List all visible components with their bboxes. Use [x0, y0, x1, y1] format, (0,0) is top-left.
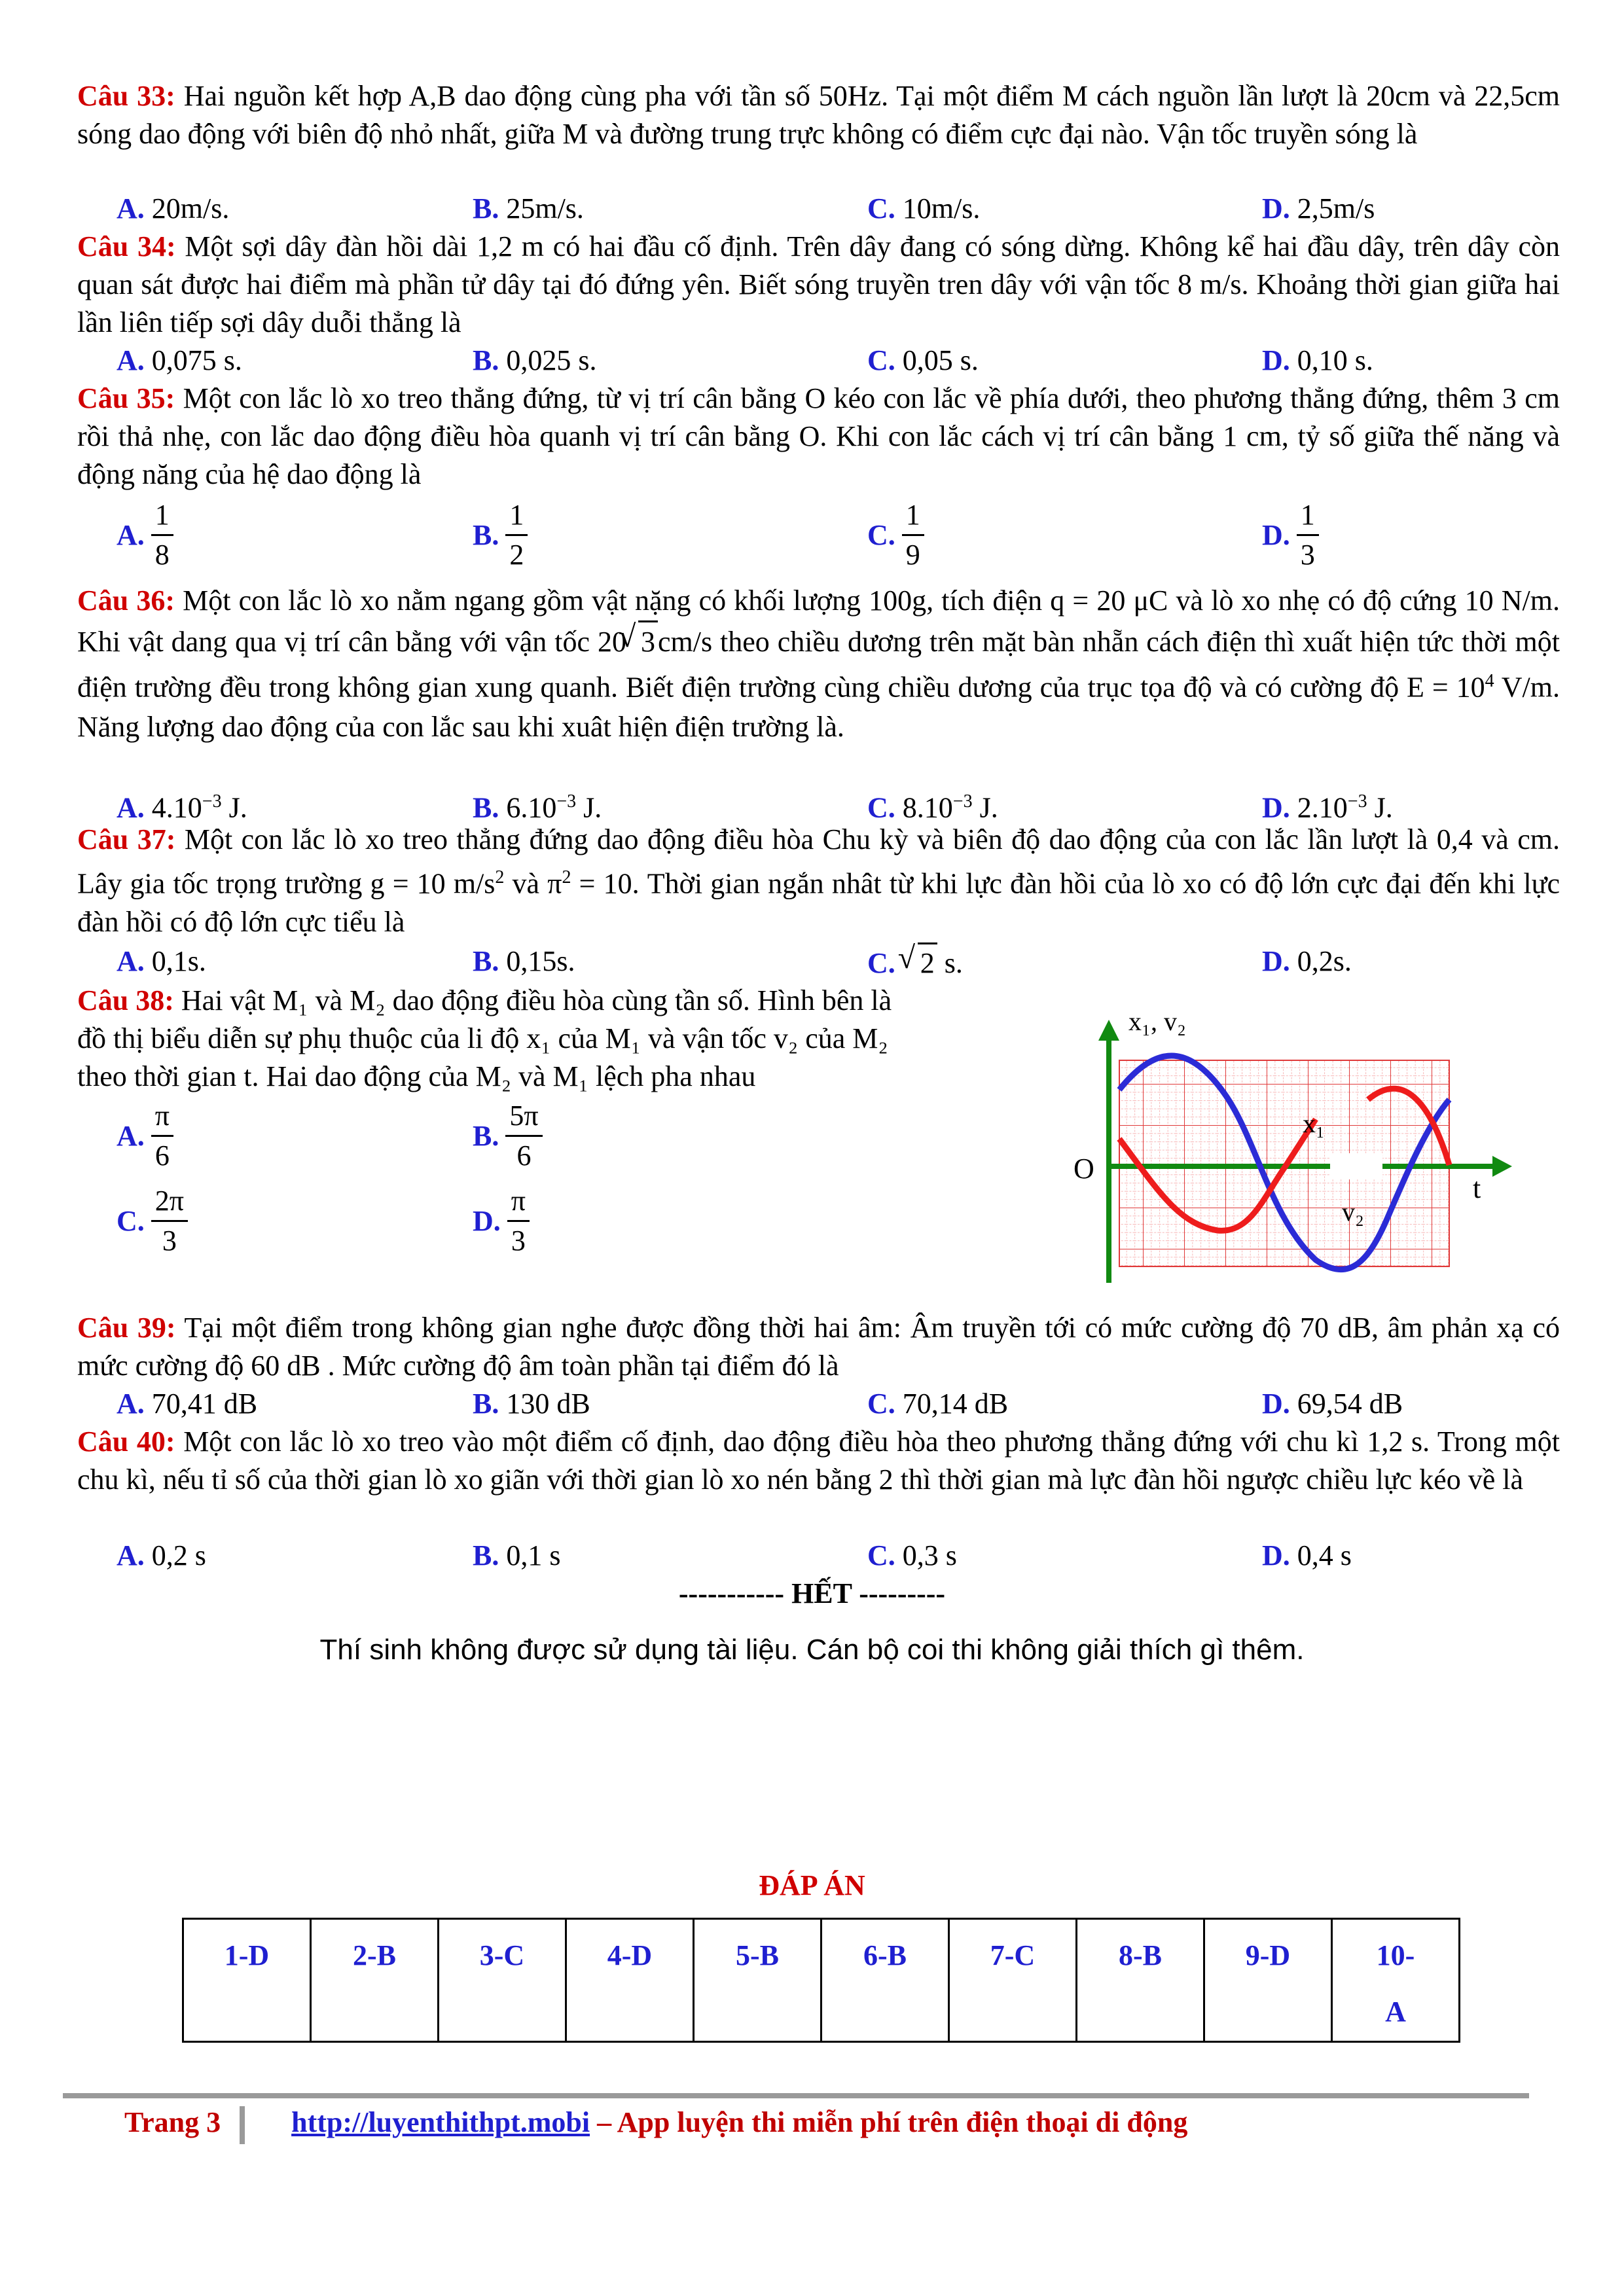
option-a[interactable]: A. 0,1s.	[117, 945, 206, 977]
answer-cell: 8-B	[1077, 1919, 1204, 2042]
question-label: Câu 33:	[77, 80, 175, 112]
exam-note: Thí sinh không được sử dụng tài liệu. Cán bộ coi thi không giải thích gì thêm.	[319, 1634, 1305, 1666]
answer-cell: 6-B	[821, 1919, 949, 2042]
option-d[interactable]: D. $2.10^{-3}$ J.	[1262, 791, 1393, 824]
question-39	[77, 1309, 1560, 1385]
fraction: $\frac{\pi}{3}$	[507, 1185, 530, 1257]
option-a[interactable]: A. $\frac{\pi}{6}$	[117, 1100, 173, 1172]
question-label: Câu 36:	[77, 584, 175, 617]
y-axis-label: x₁, v₂	[1128, 1007, 1186, 1036]
answer-cell: 7-C	[949, 1919, 1077, 2042]
t-axis-arrow	[1492, 1156, 1512, 1177]
fraction: $\frac{1}{8}$	[151, 499, 173, 571]
fraction: $\frac{1}{3}$	[1297, 499, 1319, 571]
answer-cell: 1-D	[183, 1919, 311, 2042]
answer-cell: 5-B	[694, 1919, 821, 2042]
question-label: Câu 35:	[77, 382, 175, 414]
footer-separator	[240, 2106, 245, 2144]
question-38-line-1: Câu 38: Hai vật M₁ và M₂ dao động điều hòa cùng tần số. Hình bên là	[77, 984, 892, 1016]
option-b[interactable]: B. 25m/s.	[473, 192, 584, 224]
fraction: $\frac{\pi}{6}$	[151, 1100, 173, 1172]
label-mask	[1330, 1153, 1382, 1179]
footer-tagline: – App luyện thi miễn phí trên điện thoại di động	[590, 2106, 1188, 2138]
option-c[interactable]: C.√ 2 s.	[867, 942, 963, 982]
question-text: Một con lắc lò xo treo vào một điểm cố định, dao động điều hòa theo phương thẳng đứng với chu kì 1,2 s. Trong một chu kì, nếu tỉ số của thời gian lò xo giãn với thời gian lò xo nén bằng 2 thì thời gian mà lực đàn hồi ngược chiều lực kéo về là	[77, 1426, 1560, 1496]
y-axis-arrow	[1098, 1020, 1119, 1041]
footer	[124, 2102, 1187, 2144]
question-label: Câu 39:	[77, 1312, 176, 1344]
question-36: Câu 36: Một con lắc lò xo nằm ngang gồm vật nặng có khối lượng 100g, tích điện q = 20 μC và lò xo nhẹ có độ cứng 10 N/m. Khi vật dang qua vị trí cân bằng với vận tốc 20√ 3cm/s theo chiều dương trên mặt bàn nhẵn cách điện thì xuất hiện tức thời một điện trường đều trong không gian xung quanh. Biết điện trường cùng chiều dương của trục tọa độ và có cường độ $E = 10^4$ V/m. Năng lượng dao động của con lắc sau khi xuât hiện điện trường là.	[77, 581, 1560, 747]
option-d[interactable]: D. 0,4 s	[1262, 1539, 1352, 1571]
answer-table	[182, 1918, 1460, 2043]
answers-title: ĐÁP ÁN	[759, 1869, 865, 1901]
origin-label: O	[1074, 1153, 1094, 1185]
fraction: $\frac{5\pi}{6}$	[505, 1100, 542, 1172]
x1-curve-label: x₁	[1303, 1109, 1325, 1138]
end-marker: ----------- HẾT ---------	[678, 1577, 946, 1609]
question-34	[77, 228, 1560, 342]
answer-cell: 2-B	[311, 1919, 439, 2042]
t-axis-label: t	[1473, 1172, 1481, 1204]
question-label: Câu 37:	[77, 823, 176, 855]
footer-rule	[63, 2093, 1529, 2098]
option-b[interactable]: B. $\frac{1}{2}$	[473, 499, 528, 571]
option-a[interactable]: A. 70,41 dB	[117, 1388, 258, 1420]
option-d[interactable]: D. $\frac{1}{3}$	[1262, 499, 1319, 571]
fraction: $\frac{1}{2}$	[505, 499, 528, 571]
question-35	[77, 380, 1560, 493]
question-text: Một con lắc lò xo treo thẳng đứng, từ vị trí cân bằng O kéo con lắc về phía dưới, theo phương thẳng đứng, thêm 3 cm rồi thả nhẹ, con lắc dao động điều hòa quanh vị trí cân bằng O. Khi con lắc cách vị trí cân bằng 1 cm, tỷ số giữa thế năng và động năng của hệ dao động là	[77, 382, 1560, 490]
fraction: $\frac{2\pi}{3}$	[151, 1185, 188, 1257]
option-a[interactable]: A. $4.10^{-3}$ J.	[117, 791, 247, 824]
answer-cell: 4-D	[566, 1919, 694, 2042]
footer-link[interactable]: http://luyenthithpt.mobi	[291, 2106, 590, 2138]
question-33	[77, 77, 1560, 153]
option-c[interactable]: C. $\frac{1}{9}$	[867, 499, 924, 571]
option-b[interactable]: B. $\frac{5\pi}{6}$	[473, 1100, 543, 1172]
option-c[interactable]: C. 70,14 dB	[867, 1388, 1009, 1420]
option-d[interactable]: D. 2,5m/s	[1262, 192, 1375, 224]
page-number: Trang 3	[124, 2106, 221, 2138]
option-b[interactable]: B. 130 dB	[473, 1388, 590, 1420]
question-label: Câu 34:	[77, 230, 176, 262]
question-38-line-2: đồ thị biểu diễn sự phụ thuộc của li độ x₁ của M₁ và vận tốc v₂ của M₂	[77, 1022, 888, 1054]
option-b[interactable]: B. 0,025 s.	[473, 344, 597, 376]
option-d[interactable]: D. 69,54 dB	[1262, 1388, 1403, 1420]
question-label: Câu 38:	[77, 984, 174, 1016]
option-d[interactable]: D. $\frac{\pi}{3}$	[473, 1185, 530, 1257]
question-text: Một sợi dây đàn hồi dài 1,2 m có hai đầu cố định. Trên dây đang có sóng dừng. Không kể hai đầu dây, trên dây còn quan sát được hai điểm mà phần tử dây tại đó đứng yên. Biết sóng truyền tren dây với vận tốc 8 m/s. Khoảng thời gian giữa hai lần liên tiếp sợi dây duỗi thẳng là	[77, 230, 1560, 338]
question-text: Tại một điểm trong không gian nghe được đồng thời hai âm: Âm truyền tới có mức cường độ 70 dB, âm phản xạ có mức cường độ 60 dB . Mức cường độ âm toàn phần tại điểm đó là	[77, 1312, 1560, 1382]
sqrt-2: √ 2	[918, 942, 937, 982]
answer-cell: 10- A	[1332, 1919, 1460, 2042]
answer-cell: 3-C	[439, 1919, 566, 2042]
answer-cell: 9-D	[1204, 1919, 1332, 2042]
option-c[interactable]: C. 10m/s.	[867, 192, 981, 224]
v2-curve-label: v₂	[1342, 1197, 1364, 1227]
question-37: Câu 37: Một con lắc lò xo treo thẳng đứng dao động điều hòa Chu kỳ và biên độ dao động của con lắc lần lượt là 0,4 và cm. Lây gia tốc trọng trường g = 10 $m/s^2$ và $\pi^2 = 10$. Thời gian ngắn nhât từ khi lực đàn hồi của lò xo có độ lớn cực đại đến khi lực đàn hồi có độ lớn cực tiểu là	[77, 823, 1561, 938]
option-a[interactable]: A. 0,2 s	[117, 1539, 206, 1571]
question-40	[77, 1423, 1560, 1499]
question-label: Câu 40:	[77, 1426, 175, 1458]
option-a[interactable]: A. 20m/s.	[117, 192, 230, 224]
option-c[interactable]: C. $\frac{2\pi}{3}$	[117, 1185, 188, 1257]
option-a[interactable]: A. 0,075 s.	[117, 344, 242, 376]
option-c[interactable]: C. $8.10^{-3}$ J.	[867, 791, 998, 824]
option-a[interactable]: A. $\frac{1}{8}$	[117, 499, 173, 571]
question-38-line-3: theo thời gian t. Hai dao động của M₂ và M₁ lệch pha nhau	[77, 1060, 756, 1092]
option-c[interactable]: C. 0,3 s	[867, 1539, 957, 1571]
option-d[interactable]: D. 0,10 s.	[1262, 344, 1373, 376]
option-b[interactable]: B. 0,1 s	[473, 1539, 561, 1571]
sqrt-3: √ 3	[638, 620, 658, 662]
x1-v2-graph	[1060, 1001, 1519, 1302]
question-text: Hai nguồn kết hợp A,B dao động cùng pha với tần số 50Hz. Tại một điểm M cách nguồn lần lượt là 20cm và 22,5cm sóng dao động với biên độ nhỏ nhất, giữa M và đường trung trực không có điểm cực đại nào. Vận tốc truyền sóng là	[77, 80, 1561, 150]
option-b[interactable]: B. $6.10^{-3}$ J.	[473, 791, 602, 824]
option-d[interactable]: D. 0,2s.	[1262, 945, 1352, 977]
option-b[interactable]: B. 0,15s.	[473, 945, 575, 977]
fraction: $\frac{1}{9}$	[902, 499, 924, 571]
option-c[interactable]: C. 0,05 s.	[867, 344, 979, 376]
